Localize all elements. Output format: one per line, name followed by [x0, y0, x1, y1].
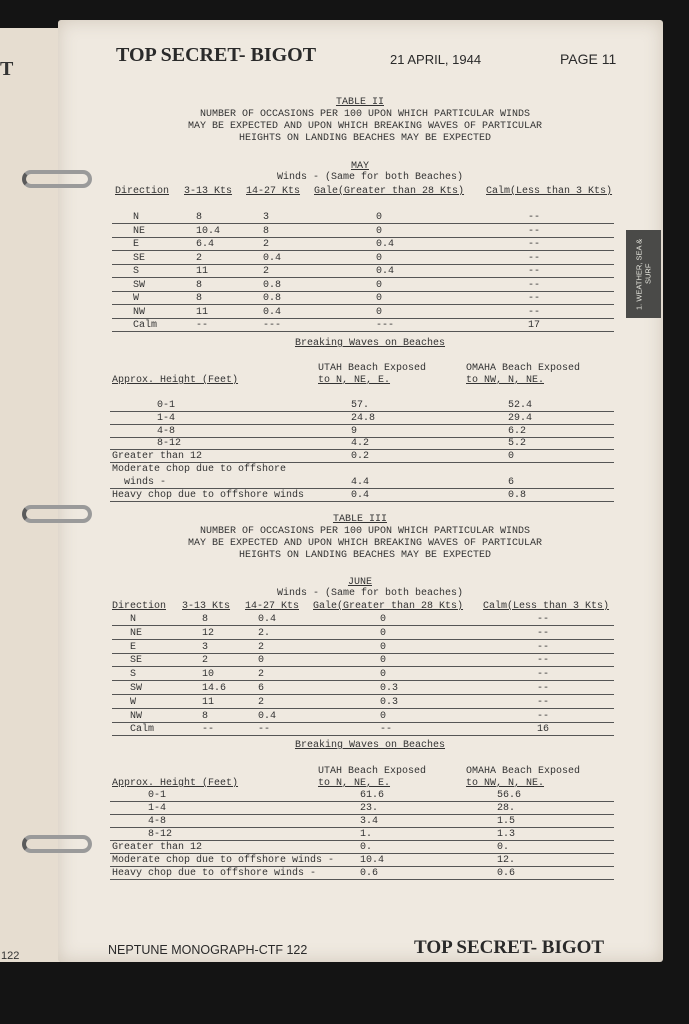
table2-wave-omaha: 6.2 [508, 425, 527, 437]
table3-wave-row-rule [110, 814, 614, 815]
table2-wind-cell: -- [528, 239, 541, 250]
table2-title-line: HEIGHTS ON LANDING BEACHES MAY BE EXPECTED [238, 133, 492, 144]
table3-wind-row-rule [112, 722, 614, 723]
table3-wind-cell: -- [537, 669, 550, 681]
table2-wind-cell: 0.4 [263, 252, 282, 264]
table2-wave-utah: 0.2 [351, 451, 370, 463]
table2-wind-header: 14-27 Kts [246, 186, 301, 197]
table3-wind-header: Gale(Greater than 28 Kts) [313, 601, 464, 612]
table3-wave-omaha: 1.3 [497, 829, 516, 840]
table2-wind-header: Calm(Less than 3 Kts) [486, 186, 613, 197]
table2-wind-cell: 0 [376, 279, 383, 291]
table2-wave-row-rule [110, 424, 614, 425]
table3-wind-cell: 8 [202, 614, 209, 625]
table2-month: MAY [350, 161, 369, 172]
table3-wind-header: 14-27 Kts [245, 601, 300, 612]
table3-wave-height: Heavy chop due to offshore winds - [112, 868, 317, 879]
left-page-edge [0, 28, 62, 963]
table2-wind-cell: 0 [376, 225, 383, 237]
table2-wave-height: 4-8 [157, 425, 176, 437]
table3-wind-cell: 0 [380, 710, 387, 722]
table3-title-line: NUMBER OF OCCASIONS PER 100 UPON WHICH PARTICULAR WINDS [199, 526, 531, 537]
table3-wind-cell: SW [130, 683, 143, 694]
table2-wind-cell: 0.4 [376, 266, 395, 277]
table3-wave-height: Moderate chop due to offshore winds - [112, 855, 335, 866]
table2-wind-cell: W [133, 293, 140, 304]
table3-wind-header: 3-13 Kts [182, 601, 231, 612]
table3-wave-utah: 3.4 [360, 816, 379, 827]
table2-wind-cell: 0 [376, 252, 383, 264]
table2-title-line: NUMBER OF OCCASIONS PER 100 UPON WHICH PARTICULAR WINDS [199, 109, 531, 120]
table3-wave-utah: 61.6 [360, 790, 385, 801]
table3-wind-row-rule [112, 680, 614, 681]
table3-waves-caption: Breaking Waves on Beaches [294, 740, 446, 751]
table3-wind-row-rule [112, 653, 614, 654]
table2-waves-caption: Breaking Waves on Beaches [294, 338, 446, 349]
table2-wave-utah: 0.4 [351, 489, 370, 501]
table3-wind-row-rule [112, 694, 614, 695]
table3-wave-height: 1-4 [148, 803, 167, 814]
table2-wave-utah: 57. [351, 400, 370, 411]
table3-label: TABLE III [332, 514, 387, 525]
table2-wave-height: 8-12 [157, 438, 182, 450]
table3-wave-omaha: 12. [497, 855, 516, 866]
table2-wave-height: Heavy chop due to offshore winds [112, 489, 305, 501]
table3-wave-omaha: 1.5 [497, 816, 516, 827]
table2-wind-cell: 17 [528, 320, 541, 331]
table3-month: JUNE [347, 577, 372, 588]
table3-wind-cell: 0 [380, 627, 387, 639]
table3-wind-cell: 0 [380, 655, 387, 667]
left-page-letter: T [0, 58, 14, 80]
table2-wave-height: Moderate chop due to offshore [112, 464, 287, 475]
binder-ring-top [22, 170, 92, 188]
table2-wind-cell: 0 [376, 212, 383, 223]
table2-wind-row-rule [112, 223, 614, 224]
table3-wave-height: 4-8 [148, 816, 167, 827]
binder-ring-bottom [22, 835, 92, 853]
table2-wind-cell: 11 [196, 266, 209, 277]
table2-wind-cell: SE [133, 252, 146, 264]
table3-title-line: MAY BE EXPECTED AND UPON WHICH BREAKING WAVES OF PARTICULAR [187, 538, 543, 549]
table3-wind-cell: E [130, 641, 137, 653]
table2-wave-utah: 4.2 [351, 438, 370, 450]
table2-wave-header: Approx. Height (Feet) [112, 375, 239, 386]
table3-wave-row-rule [110, 840, 614, 841]
table3-wind-cell: -- [258, 724, 271, 736]
table3-wind-cell: -- [537, 627, 550, 639]
table3-wind-row-rule [112, 639, 614, 640]
table2-wind-cell: S [133, 266, 140, 277]
table3-wave-height: 8-12 [148, 829, 173, 840]
table2-wave-row-rule [110, 501, 614, 502]
table3-wind-cell: 2 [258, 669, 265, 681]
table2-wind-cell: 0.8 [263, 293, 282, 304]
table2-wave-header: UTAH Beach Exposed [318, 363, 427, 374]
table3-wind-cell: -- [202, 724, 215, 736]
table2-wind-cell: --- [263, 320, 282, 331]
table3-wind-cell: 10 [202, 669, 215, 681]
table3-wind-cell: Calm [130, 724, 155, 736]
table3-wave-header: OMAHA Beach Exposed [466, 766, 581, 777]
table2-wind-cell: 0 [376, 293, 383, 304]
table2-wind-row-rule [112, 250, 614, 251]
table2-wind-cell: 3 [263, 212, 270, 223]
table3-wave-utah: 23. [360, 803, 379, 814]
table2-wind-cell: 0.4 [263, 306, 282, 318]
table3-wave-utah: 1. [360, 829, 373, 840]
table2-wind-cell: E [133, 239, 140, 250]
table3-wind-header: Calm(Less than 3 Kts) [483, 601, 610, 612]
table2-title-line: MAY BE EXPECTED AND UPON WHICH BREAKING WAVES OF PARTICULAR [187, 121, 543, 132]
table2-wind-cell: 8 [263, 225, 270, 237]
table2-wind-cell: 2 [196, 252, 203, 264]
table3-wave-height: Greater than 12 [112, 842, 203, 853]
table3-wave-header: to N, NE, E. [318, 778, 391, 789]
table3-wind-cell: SE [130, 655, 143, 667]
table2-wind-cell: 11 [196, 306, 209, 318]
table2-wave-height: winds - [124, 476, 167, 488]
table3-wind-cell: 0 [258, 655, 265, 667]
table2-wind-cell: 0.8 [263, 279, 282, 291]
table3-wind-cell: NE [130, 627, 143, 639]
table3-wind-cell: 0 [380, 614, 387, 625]
table3-wind-cell: NW [130, 710, 143, 722]
table2-wind-row-rule [112, 291, 614, 292]
table2-wind-header: Gale(Greater than 28 Kts) [314, 186, 465, 197]
table2-wind-cell: 8 [196, 293, 203, 304]
table3-wave-row-rule [110, 879, 614, 880]
table2-wave-height: Greater than 12 [112, 451, 203, 463]
table3-wave-utah: 0. [360, 842, 373, 853]
table3-wind-cell: -- [380, 724, 393, 736]
table3-winds-caption: Winds - (Same for both beaches) [276, 588, 464, 599]
table3-wind-cell: -- [537, 710, 550, 722]
footer-classification: TOP SECRET- BIGOT [414, 937, 605, 958]
table3-wave-utah: 0.6 [360, 868, 379, 879]
table2-wind-cell: 8 [196, 212, 203, 223]
table3-wind-row-rule [112, 666, 614, 667]
table3-wind-row-rule [112, 735, 614, 736]
table3-wave-row-rule [110, 827, 614, 828]
binder-ring-middle [22, 505, 92, 523]
table2-wind-cell: --- [376, 320, 395, 331]
table2-wind-cell: -- [528, 306, 541, 318]
table3-title-line: HEIGHTS ON LANDING BEACHES MAY BE EXPECTED [238, 550, 492, 561]
table2-wind-cell: -- [196, 320, 209, 331]
table2-wave-omaha: 6 [508, 476, 515, 488]
table2-wind-row-rule [112, 277, 614, 278]
table3-wave-header: to NW, N, NE. [466, 778, 545, 789]
table2-wind-row-rule [112, 318, 614, 319]
header-date: 21 APRIL, 1944 [390, 52, 482, 67]
header-classification: TOP SECRET- BIGOT [116, 44, 317, 66]
table3-wind-cell: 0.3 [380, 683, 399, 694]
table3-wind-cell: S [130, 669, 137, 681]
table3-wind-cell: 12 [202, 627, 215, 639]
table2-wind-cell: 0.4 [376, 239, 395, 250]
table3-wind-cell: -- [537, 641, 550, 653]
table2-wind-cell: 8 [196, 279, 203, 291]
table3-wind-cell: -- [537, 683, 550, 694]
table3-wind-cell: N [130, 614, 137, 625]
table3-wave-omaha: 0.6 [497, 868, 516, 879]
table2-wind-cell: 10.4 [196, 225, 221, 237]
left-page-number: 122 [1, 950, 20, 962]
table3-wave-utah: 10.4 [360, 855, 385, 866]
table3-wave-height: 0-1 [148, 790, 167, 801]
table3-wind-cell: -- [537, 655, 550, 667]
table2-wind-cell: N [133, 212, 140, 223]
table3-wind-cell: W [130, 696, 137, 708]
table2-wave-height: 1-4 [157, 412, 176, 424]
table2-wave-omaha: 5.2 [508, 438, 527, 450]
table2-wind-cell: -- [528, 212, 541, 223]
table2-wind-cell: -- [528, 279, 541, 291]
table3-wind-header: Direction [112, 601, 167, 612]
table2-wave-utah: 24.8 [351, 412, 376, 424]
table2-wind-cell: 0 [376, 306, 383, 318]
table2-wind-cell: NW [133, 306, 146, 318]
table2-wave-omaha: 52.4 [508, 400, 533, 411]
table2-wave-utah: 9 [351, 425, 358, 437]
table2-wind-cell: 6.4 [196, 239, 215, 250]
table3-wind-cell: -- [537, 614, 550, 625]
table3-wind-cell: 11 [202, 696, 215, 708]
table3-wind-cell: 14.6 [202, 683, 227, 694]
section-tab[interactable]: 1. WEATHER, SEA & SURF [626, 230, 661, 318]
table3-wave-omaha: 28. [497, 803, 516, 814]
table3-wind-cell: 3 [202, 641, 209, 653]
table3-wave-header: UTAH Beach Exposed [318, 766, 427, 777]
table3-wave-omaha: 56.6 [497, 790, 522, 801]
table3-wave-row-rule [110, 853, 614, 854]
table2-wind-cell: 2 [263, 266, 270, 277]
table2-wind-row-rule [112, 237, 614, 238]
table3-wind-cell: 6 [258, 683, 265, 694]
table3-wind-cell: 0.3 [380, 696, 399, 708]
table3-wind-cell: 16 [537, 724, 550, 736]
table3-wind-row-rule [112, 625, 614, 626]
table2-wind-cell: SW [133, 279, 146, 291]
table2-wind-cell: Calm [133, 320, 158, 331]
table3-wind-cell: 2. [258, 627, 271, 639]
table3-wind-cell: 0 [380, 641, 387, 653]
table2-wind-cell: -- [528, 266, 541, 277]
table2-wind-cell: -- [528, 225, 541, 237]
table3-wind-row-rule [112, 708, 614, 709]
table2-winds-caption: Winds - (Same for both Beaches) [276, 172, 464, 183]
table2-wave-header: OMAHA Beach Exposed [466, 363, 581, 374]
table3-wave-row-rule [110, 866, 614, 867]
table2-wind-row-rule [112, 331, 614, 332]
table2-wind-cell: -- [528, 293, 541, 304]
header-page: PAGE 11 [560, 51, 617, 67]
table3-wind-cell: 2 [258, 696, 265, 708]
table3-wind-cell: 0 [380, 669, 387, 681]
table2-wind-row-rule [112, 264, 614, 265]
table2-wave-omaha: 0.8 [508, 489, 527, 501]
table2-label: TABLE II [335, 97, 384, 108]
background-bottom [0, 962, 689, 1024]
table2-wave-omaha: 29.4 [508, 412, 533, 424]
table2-wind-cell: 2 [263, 239, 270, 250]
table2-wave-utah: 4.4 [351, 476, 370, 488]
table3-wind-cell: -- [537, 696, 550, 708]
table2-wave-header: to N, NE, E. [318, 375, 391, 386]
footer-monograph: NEPTUNE MONOGRAPH-CTF 122 [108, 943, 308, 957]
table3-wind-cell: 8 [202, 710, 209, 722]
table3-wind-cell: 2 [202, 655, 209, 667]
table2-wave-omaha: 0 [508, 451, 515, 463]
table2-wind-cell: NE [133, 225, 146, 237]
table3-wave-row-rule [110, 801, 614, 802]
table3-wind-cell: 0.4 [258, 710, 277, 722]
table2-wind-header: Direction [115, 186, 170, 197]
table3-wind-cell: 2 [258, 641, 265, 653]
table2-wind-cell: -- [528, 252, 541, 264]
table3-wave-omaha: 0. [497, 842, 510, 853]
table2-wave-header: to NW, N, NE. [466, 375, 545, 386]
table2-wind-row-rule [112, 304, 614, 305]
table2-wave-height: 0-1 [157, 400, 176, 411]
table3-wave-header: Approx. Height (Feet) [112, 778, 239, 789]
table3-wind-cell: 0.4 [258, 614, 277, 625]
table2-wind-header: 3-13 Kts [184, 186, 233, 197]
